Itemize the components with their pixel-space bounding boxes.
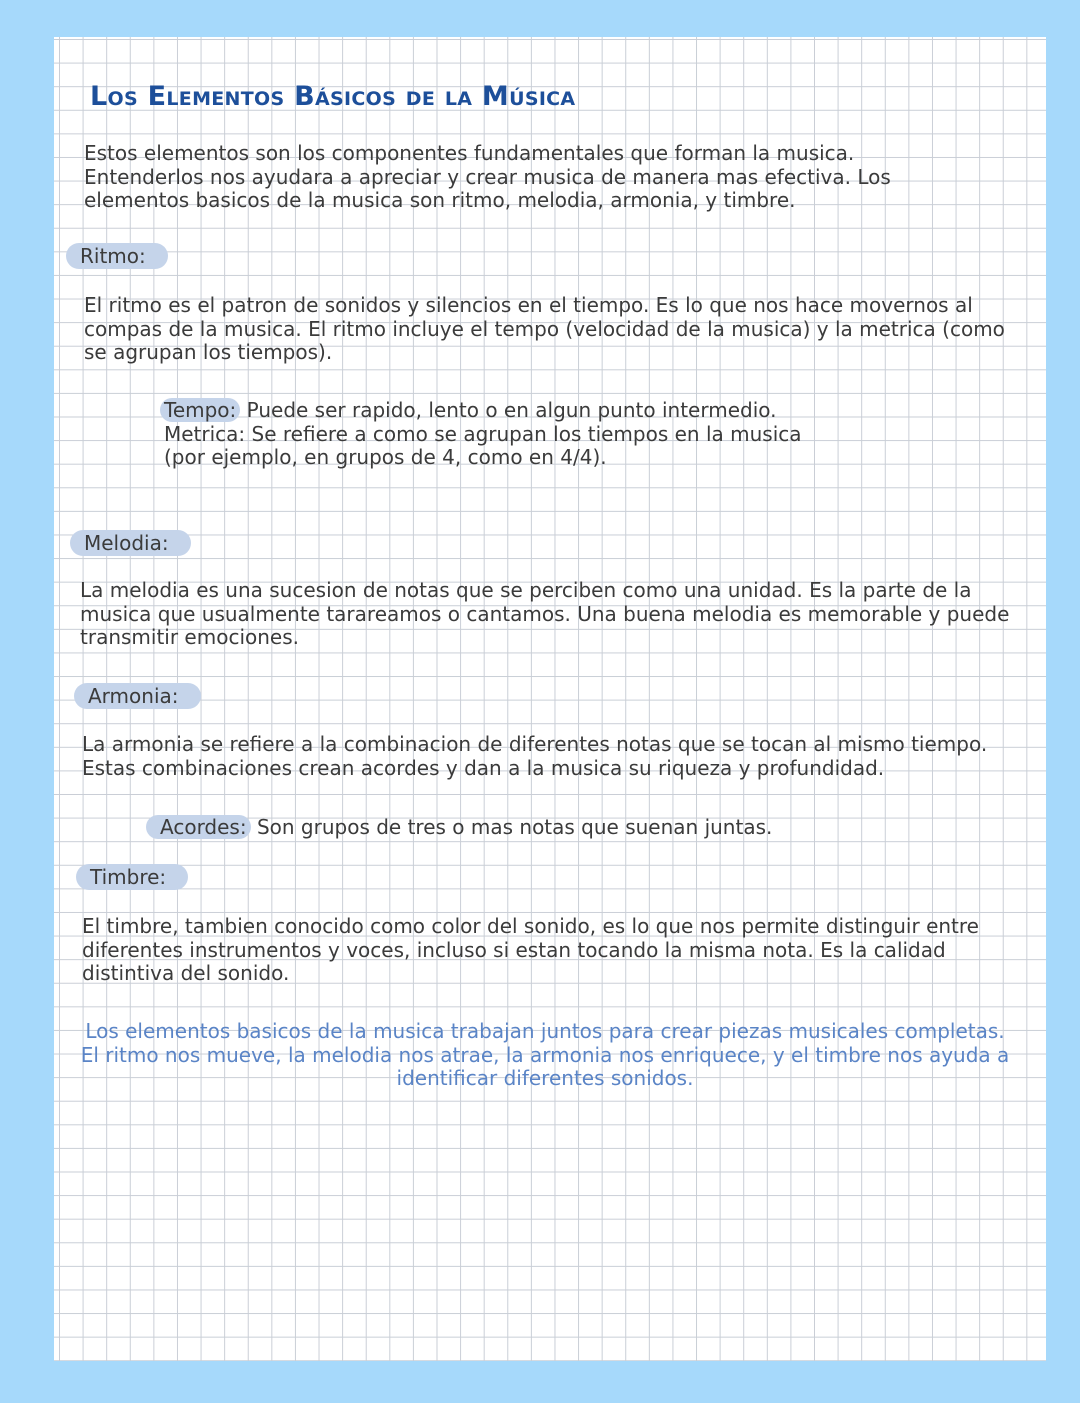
timbre-paragraph: El timbre, tambien conocido como color del sonido, es lo que nos permite distinguir entre diferentes instrumentos y voces, incluso si estan tocando la misma nota. Es la calidad distintiva del sonido.	[82, 914, 979, 985]
closing-summary: Los elementos basicos de la musica trabajan juntos para crear piezas musicales completas. El ritmo nos mueve, la melodia nos atrae, la armonia nos enriquece, y el timbre nos ayuda a identificar diferentes sonidos.	[80, 1019, 1010, 1090]
section-label-melodia: Melodia:	[70, 530, 191, 556]
section-label-timbre: Timbre:	[76, 864, 188, 890]
section-label-armonia: Armonia:	[74, 683, 201, 709]
ritmo-subitems	[160, 399, 830, 470]
intro-paragraph: Estos elementos son los componentes fundamentales que forman la musica. Entenderlos nos ayudara a apreciar y crear musica de manera mas efectiva. Los elementos basicos de la musica son ritmo, melodia, armonia, y timbre.	[84, 141, 891, 212]
tempo-term: Tempo:	[160, 398, 240, 422]
ritmo-paragraph: El ritmo es el patron de sonidos y silencios en el tiempo. Es lo que nos hace movernos al compas de la musica. El ritmo incluye el tempo (velocidad de la musica) y la metrica (como se agrupan los tiempos).	[84, 293, 1005, 364]
tempo-item	[160, 399, 830, 423]
melodia-paragraph: La melodia es una sucesion de notas que se perciben como una unidad. Es la parte de la musica que usualmente tarareamos o cantamos. Una buena melodia es memorable y puede transmitir emociones.	[80, 578, 1010, 649]
section-label-ritmo: Ritmo:	[66, 243, 168, 269]
acordes-text: Son grupos de tres o mas notas que suenan juntas.	[250, 815, 773, 839]
page-title: Los Elementos Básicos de la Música	[90, 81, 576, 112]
metrica-item: Metrica: Se refiere a como se agrupan los tiempos en la musica (por ejemplo, en grupos de 4, como en 4/4).	[164, 421, 802, 469]
tempo-text: Puede ser rapido, lento o en algun punto intermedio.	[240, 398, 777, 422]
armonia-paragraph: La armonia se refiere a la combinacion de diferentes notas que se tocan al mismo tiempo. Estas combinaciones crean acordes y dan a la musica su riqueza y profundidad.	[82, 732, 988, 780]
acordes-term: Acordes:	[146, 815, 251, 839]
acordes-item	[146, 816, 846, 840]
notebook-page	[54, 37, 1046, 1361]
